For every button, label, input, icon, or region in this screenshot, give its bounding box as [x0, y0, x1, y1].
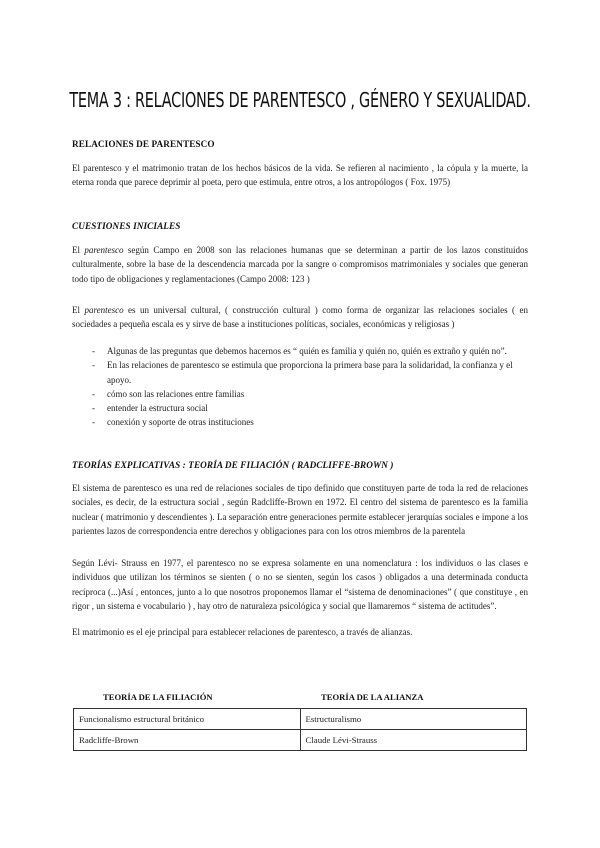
paragraph-universal-cultural [72, 303, 528, 332]
list-item [72, 401, 528, 415]
section-heading-cuestiones: CUESTIONES INICIALES [72, 221, 181, 231]
paragraph-matrimonio: El matrimonio es el eje principal para establecer relaciones de parentesco, a través de alianzas. [72, 627, 413, 637]
list-item-text: cómo son las relaciones entre familias [107, 388, 245, 399]
table-cell: Estructuralismo [300, 709, 527, 730]
list-marker: - [92, 403, 95, 414]
paragraph-parentesco-definition [72, 243, 528, 286]
term-parentesco: parentesco [84, 245, 124, 255]
paragraph-lead: El [72, 245, 85, 255]
section-heading-teorias: TEORÍAS EXPLICATIVAS : TEORÍA DE FILIACIÓN ( RADCLIFFE-BROWN ) [72, 460, 394, 470]
table-header-filiacion: TEORÍA DE LA FILIACIÓN [103, 692, 213, 702]
list-item [72, 387, 528, 401]
list-item [72, 344, 528, 358]
list-item-text: entender la estructura social [107, 403, 208, 414]
table-cell: Funcionalismo estructural británico [74, 709, 301, 730]
paragraph-levi-strauss: Según Lévi- Strauss en 1977, el parentesco no se expresa solamente en una nomenclatura : los individuos o las clases e individuos que utilizan los términos se sienten ( o no se sienten, según los casos ) obligados a una determinada conducta recíproca (...)Así , entonces, junto a lo que nosotros proponemos llamar el “sistema de denominaciones” ( que constituye , en rigor , un sistema e vocabulario ) , hay otro de naturaleza psicológica y social que llamaremos “ sistema de actitudes”. [72, 558, 528, 611]
table-cell: Radcliffe-Brown [74, 730, 301, 751]
bullet-list [72, 344, 528, 430]
theories-table [73, 708, 527, 751]
table-cell: Claude Lévi-Strauss [300, 730, 527, 751]
page-title: TEMA 3 : RELACIONES DE PARENTESCO , GÉNERO Y SEXUALIDAD. [69, 88, 531, 112]
paragraph-rest: es un universal cultural, ( construcción cultural ) como forma de organizar las relaciones sociales ( en sociedades a pequeña escala es y sirve de base a instituciones políticas, sociales, económicas y religiosas ) [72, 305, 528, 330]
list-item-text: Algunas de las preguntas que debemos hacernos es “ quién es familia y quién no, quién es extraño y quién no”. [107, 346, 507, 356]
list-item [72, 415, 528, 429]
list-marker: - [92, 388, 95, 399]
table-row [74, 730, 527, 751]
list-marker: - [92, 417, 95, 428]
list-item [72, 358, 528, 387]
paragraph-rest: según Campo en 2008 son las relaciones humanas que se determinan a partir de los lazos constituidos culturalmente, sobre la base de la descendencia marcada por la sangre o compromisos matrimoniales y sociales que generan todo tipo de obligaciones y reglamentaciones (Campo 2008: 123 ) [72, 245, 528, 284]
list-marker: - [92, 360, 95, 371]
paragraph-intro: El parentesco y el matrimonio tratan de los hechos básicos de la vida. Se refieren al nacimiento , la cópula y la muerte, la eterna ronda que parece deprimir al poeta, pero que estimula, entre otros, a los antropólogos ( Fox. 1975) [72, 163, 528, 188]
table-header-alianza: TEORÍA DE LA ALIANZA [321, 692, 424, 702]
term-parentesco: parentesco [84, 305, 124, 315]
section-heading-relaciones: RELACIONES DE PARENTESCO [72, 139, 215, 149]
paragraph-lead: El [72, 305, 85, 315]
paragraph-radcliffe-brown: El sistema de parentesco es una red de relaciones sociales de tipo definido que constituyen parte de toda la red de relaciones sociales, es decir, de la estructura social , según Radcliffe-Brown en 1972. El centro del sistema de parentesco es la familia nuclear ( matrimonio y descendientes ). La separación entre generaciones permite establecer jerarquías sociales e impone a los parientes lazos de correspondencia entre derechos y obligaciones para con los otros miembros de la parentela [72, 483, 528, 536]
table-row [74, 709, 527, 730]
list-item-text: En las relaciones de parentesco se estimula que proporciona la primera base para la solidaridad, la confianza y el apoyo. [107, 360, 513, 385]
list-marker: - [92, 346, 95, 356]
list-item-text: conexión y soporte de otras instituciones [107, 417, 254, 428]
